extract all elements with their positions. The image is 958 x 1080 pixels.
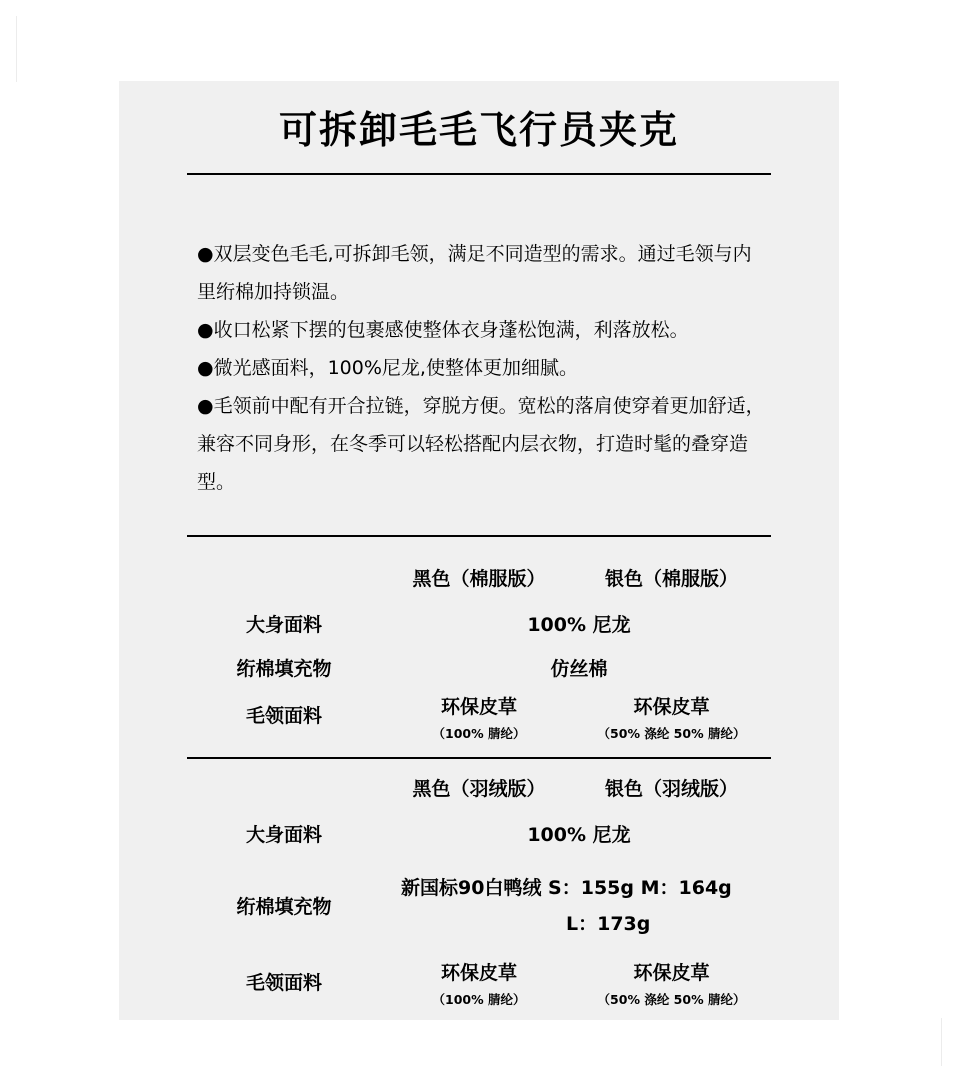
description-paragraph: ●毛领前中配有开合拉链，穿脱方便。宽松的落肩使穿着更加舒适，兼容不同身形，在冬季可以轻松搭配内层衣物，打造时髦的叠穿造型。 bbox=[197, 395, 765, 493]
section-divider bbox=[187, 535, 771, 537]
description-paragraph: ●收口松紧下摆的包裹感使整体衣身蓬松饱满，利落放松。 bbox=[197, 319, 689, 341]
collar-black-material: 环保皮草 bbox=[440, 962, 517, 984]
fabric-value: 100% 尼龙 bbox=[527, 824, 631, 846]
product-description bbox=[197, 235, 767, 501]
collar-black-composition: （100% 腈纶） bbox=[432, 726, 526, 741]
column-header-black-down: 黑色（羽绒版） bbox=[412, 778, 546, 800]
product-info-panel bbox=[119, 81, 839, 1020]
description-paragraph: ●双层变色毛毛,可拆卸毛领，满足不同造型的需求。通过毛领与内里绗棉加持锁温。 bbox=[197, 243, 752, 303]
collar-silver-composition: （50% 涤纶 50% 腈纶） bbox=[597, 726, 746, 741]
column-header-silver-down: 银色（羽绒版） bbox=[604, 778, 738, 800]
row-label-collar: 毛领面料 bbox=[245, 705, 322, 727]
column-header-silver-cotton: 银色（棉服版） bbox=[604, 568, 738, 590]
title-divider bbox=[187, 173, 771, 175]
filling-value-line1: 新国标90白鸭绒 S：155g M：164g bbox=[401, 877, 732, 899]
row-label-fabric: 大身面料 bbox=[245, 824, 322, 846]
collar-silver-composition: （50% 涤纶 50% 腈纶） bbox=[597, 992, 746, 1007]
row-label-fabric: 大身面料 bbox=[245, 614, 322, 636]
table-divider bbox=[187, 757, 771, 759]
description-paragraph: ●微光感面料，100%尼龙,使整体更加细腻。 bbox=[197, 357, 578, 379]
row-label-filling: 绗棉填充物 bbox=[236, 896, 332, 918]
collar-black-composition: （100% 腈纶） bbox=[432, 992, 526, 1007]
filling-value-line2: L：173g bbox=[566, 913, 651, 935]
collar-black-material: 环保皮草 bbox=[440, 696, 517, 718]
collar-silver-material: 环保皮草 bbox=[633, 962, 710, 984]
edge-mark-left bbox=[16, 16, 17, 82]
collar-silver-material: 环保皮草 bbox=[633, 696, 710, 718]
filling-value: 仿丝棉 bbox=[550, 658, 608, 680]
row-label-collar: 毛领面料 bbox=[245, 972, 322, 994]
row-label-filling: 绗棉填充物 bbox=[236, 658, 332, 680]
edge-mark-right bbox=[941, 1018, 942, 1066]
column-header-black-cotton: 黑色（棉服版） bbox=[412, 568, 546, 590]
fabric-value: 100% 尼龙 bbox=[527, 614, 631, 636]
page-title: 可拆卸毛毛飞行员夹克 bbox=[278, 107, 679, 152]
